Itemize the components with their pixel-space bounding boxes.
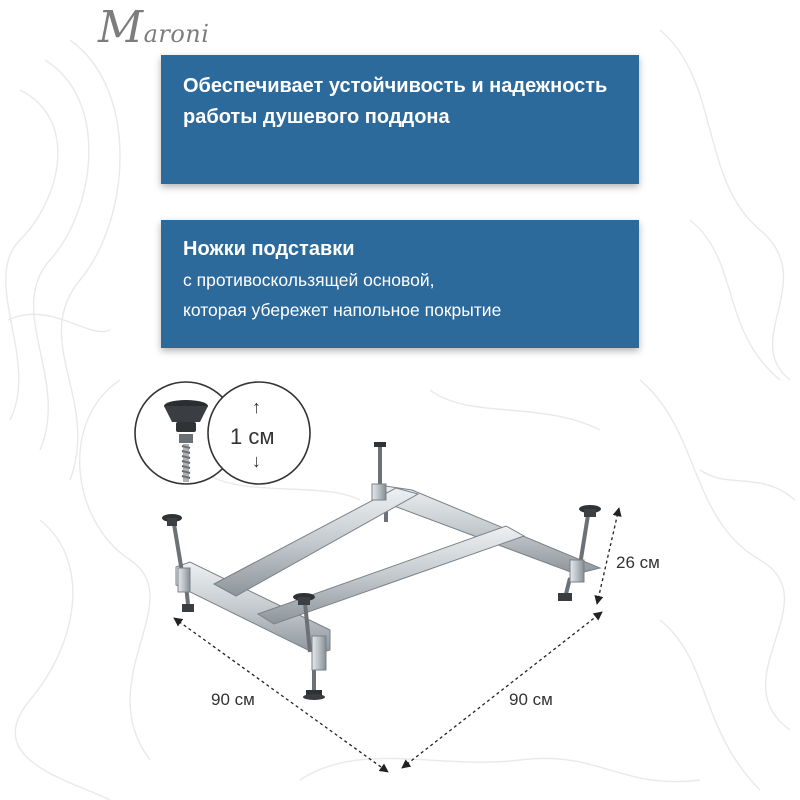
dimension-length-left-label: 90 см — [211, 690, 255, 709]
dimension-length-right-label: 90 см — [509, 690, 553, 709]
panel-legs-title: Ножки подставки — [183, 238, 355, 260]
corner-post-back-left — [372, 484, 386, 500]
panel-legs-line-2: которая убережет напольное покрытие — [183, 300, 502, 320]
brand-logo-text: aroni — [143, 20, 210, 48]
corner-post-front-middle — [312, 636, 326, 670]
panel-stability-title: Обеспечивает устойчивость и надежность работы душевого поддона — [183, 75, 608, 128]
dimension-length-left-line — [174, 618, 388, 772]
dimension-height-label: 26 см — [616, 553, 660, 572]
panel-legs-line-1: с противоскользящей основой, — [183, 270, 435, 290]
dimension-length-right-line — [402, 612, 602, 768]
brand-logo: Maroni — [98, 2, 210, 53]
corner-post-front-left — [178, 568, 190, 592]
corner-post-back-right — [570, 560, 584, 582]
arrow-up-icon: ↑ — [252, 397, 261, 417]
foot-adjust-height-label: 1 см — [230, 424, 275, 449]
arrow-down-icon: ↓ — [252, 451, 261, 471]
